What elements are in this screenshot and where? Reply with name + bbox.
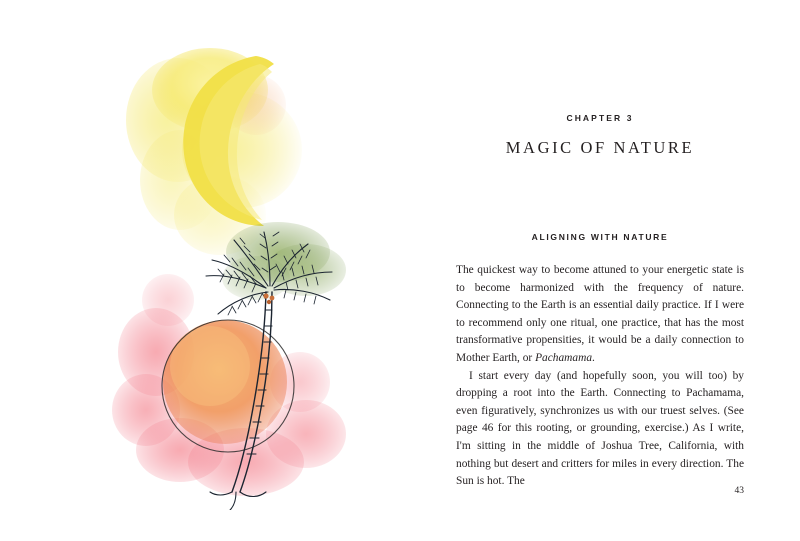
body-text xyxy=(456,262,744,491)
chapter-title: MAGIC OF NATURE xyxy=(505,138,695,157)
italic-term: Pachamama xyxy=(535,351,593,364)
page-number: 43 xyxy=(734,486,744,496)
paragraph-1-tail: . xyxy=(592,351,595,364)
paragraph-2: I start every day (and hopefully soon, you will too) by dropping a root into the Earth. Connecting to Pachamama, even figuratively, synchronizes us with our truest selves. (See page 46 for this rooting, or grounding, exercise.) As I write, I'm sitting in the middle of Joshua Tree, California, with nothing but desert and critters for miles in every direction. The Sun is hot. The xyxy=(456,369,744,488)
paragraph-1-text: The quickest way to become attuned to your energetic state is to become harmonized with the frequency of nature. Connecting to the Earth is an essential daily practice. If I were to recommend only one ritual, one practice, that has the most transformative propensities, it would be a daily connection to Mother Earth, or xyxy=(456,264,744,364)
right-page xyxy=(400,0,800,541)
section-heading: ALIGNING WITH NATURE xyxy=(531,232,669,242)
watercolor-illustration xyxy=(60,30,380,510)
chapter-label: CHAPTER 3 xyxy=(566,113,634,123)
green-palm-fronds xyxy=(222,222,346,300)
paragraph-1 xyxy=(456,262,744,368)
